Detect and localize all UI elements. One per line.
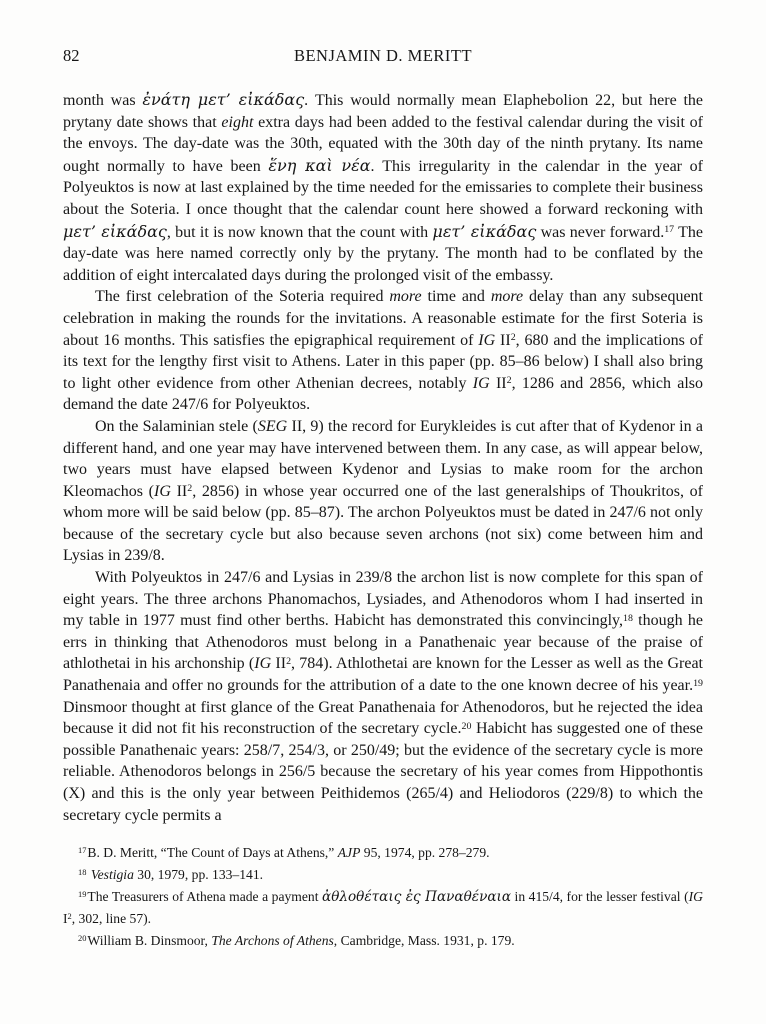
footnote-marker: 19 <box>78 889 87 900</box>
text-segment: IG <box>688 889 703 905</box>
text-segment: month was <box>63 92 143 109</box>
text-segment: , but it is now known that the count with <box>166 223 433 241</box>
text-segment: μετ’ εἰκάδας <box>432 221 537 241</box>
paragraph <box>63 286 703 416</box>
text-segment: , Cambridge, Mass. 1931, p. 179. <box>333 933 515 949</box>
footnote <box>63 864 703 886</box>
text-segment: The first celebration of the Soteria required <box>95 288 390 306</box>
text-segment: IG <box>254 655 272 673</box>
text-segment: ἐνάτη μετ’ εἰκάδας <box>142 90 305 109</box>
paragraph <box>63 567 703 826</box>
text-segment: eight <box>221 113 254 131</box>
paragraph <box>63 416 703 567</box>
text-segment: , 1286 and 2856, which also demand the date 247/6 for Polyeuktos. <box>63 374 704 414</box>
footnote-marker: 20 <box>78 933 87 944</box>
footnote <box>63 930 703 952</box>
text-segment: The Archons of Athens <box>211 933 334 949</box>
running-head: BENJAMIN D. MERITT <box>293 46 473 65</box>
page-number: 82 <box>63 46 80 65</box>
text-segment: ἀθλοθέταις ἐς Παναθέναια <box>322 889 512 906</box>
text-segment: II <box>271 655 287 673</box>
text-segment: With Polyeuktos in 247/6 and Lysias in 239/8 the archon list is now complete for this span of eight years. The three archons Phanomachos, Lysiades, and Athenodoros whom I had inserted in my table in 1977 must find other berths. Habicht has demonstrated this convincingly, <box>63 569 703 630</box>
page-header <box>63 46 703 66</box>
text-segment: , 680 and the implications of its text for the lengthy first visit to Athens. Later in this paper (pp. 85–86 below) I shall also bring to light other evidence from other Athenian decrees, notably <box>63 331 704 392</box>
text-segment: 95, 1974, pp. 278–279. <box>360 845 490 861</box>
text-segment: Dinsmoor thought at first glance of the Great Panathenaia for Athenodoros, but he rejected the idea because it did not fit his reconstruction of the secretary cycle. <box>63 698 703 738</box>
text-segment: B. D. Meritt, “The Count of Days at Athens,” <box>87 845 338 861</box>
text-segment: II <box>489 374 507 392</box>
text-segment: The day-date was here named correctly only by the prytany. The month had to be conflated by the addition of eight intercalated days during the prolonged visit of the embassy. <box>63 223 704 284</box>
footnote-reference: 2 <box>506 375 512 387</box>
text-segment: ἕνη καὶ νέα <box>268 155 371 175</box>
text-segment: time and <box>421 288 491 306</box>
text-segment: was never forward. <box>536 223 665 241</box>
text-segment: AJP <box>337 845 361 861</box>
text-segment: . This irregularity in the calendar in the year of Polyeuktos is now at last explained by the time needed for the emissaries to complete their business about the Soteria. I once thought that the calendar count here showed a forward reckoning with <box>63 157 704 218</box>
text-segment: IG <box>154 482 171 500</box>
text-segment: , 2856) in whose year occurred one of the last generalships of Thoukritos, of whom more will be said below (pp. 85–87). The archon Polyeuktos must be dated in 247/6 not only because of the secretary cycle but also because seven archons (not six) come between him and Lysias in 239/8. <box>63 482 704 565</box>
text-segment: , 784). Athlothetai are known for the Lesser as well as the Great Panathenaia and offer no grounds for the attribution of a date to the one known decree of his year. <box>63 655 703 695</box>
text-segment: On the Salaminian stele ( <box>95 417 258 435</box>
text-segment: IG <box>472 374 490 392</box>
footnote-reference: 19 <box>693 677 703 689</box>
text-segment: SEG <box>257 417 288 435</box>
text-segment: I <box>63 911 68 927</box>
footnote-reference: 2 <box>510 332 516 344</box>
text-segment: extra days had been added to the festival calendar during the visit of the envoys. The day-date was the 30th, equated with the 30th day of the ninth prytany. Its name ought normally to have been <box>63 113 703 175</box>
text-segment: II, 9) the record for Eurykleides is cut after that of Kydenor in a different hand, and one year may have intervened between them. In any case, as will appear below, two years must have elapsed between Kydenor and Lysias to make room for the archon Kleomachos ( <box>63 417 704 500</box>
text-segment: William B. Dinsmoor, <box>87 933 212 949</box>
text-segment: The Treasurers of Athena made a payment <box>87 889 323 905</box>
footnote <box>63 886 703 930</box>
text-segment: delay than any subsequent celebration in making the rounds for the invitations. A reasonable estimate for the first Soteria is about 16 months. This satisfies the epigraphical requirement of <box>63 288 704 349</box>
footnote-marker: 18 <box>78 867 87 878</box>
text-segment: II <box>495 331 511 349</box>
text-segment: II <box>170 482 188 500</box>
footnote-reference: 17 <box>664 224 675 236</box>
text-segment: IG <box>478 331 496 349</box>
footnotes <box>63 842 703 952</box>
text-segment: , 302, line 57). <box>71 911 152 927</box>
text-segment: 30, 1979, pp. 133–141. <box>133 867 264 883</box>
body-text <box>63 89 703 826</box>
footnote <box>63 842 703 864</box>
text-segment: more <box>490 288 524 306</box>
footnote-reference: 2 <box>187 483 193 495</box>
footnote-reference: 2 <box>286 655 292 667</box>
text-segment: μετ’ εἰκάδας <box>63 221 167 241</box>
text-segment: though he errs in thinking that Athenodoros must belong in a Panathenaic year because of the praise of athlothetai in his archonship ( <box>63 612 704 673</box>
text-segment: Vestigia <box>90 867 134 883</box>
text-segment: . This would normally mean Elaphebolion 22, but here the prytany date shows that <box>63 92 704 131</box>
footnote-reference: 20 <box>461 720 472 732</box>
paragraph <box>63 89 703 286</box>
footnote-marker: 17 <box>78 845 87 856</box>
text-segment: in 415/4, for the lesser festival ( <box>511 889 689 905</box>
text-segment: more <box>389 288 422 306</box>
text-segment: Habicht has suggested one of these possible Panathenaic years: 258/7, 254/3, or 250/49; but the evidence of the secretary cycle is more reliable. Athenodoros belongs in 256/5 because the secretary of his year comes from Hippothontis (X) and this is the only year between Peithidemos (265/4) and Heliodoros (229/8) to which the secretary cycle permits a <box>63 720 703 824</box>
footnote-reference: 18 <box>623 612 633 624</box>
footnote-reference: 2 <box>67 911 72 922</box>
